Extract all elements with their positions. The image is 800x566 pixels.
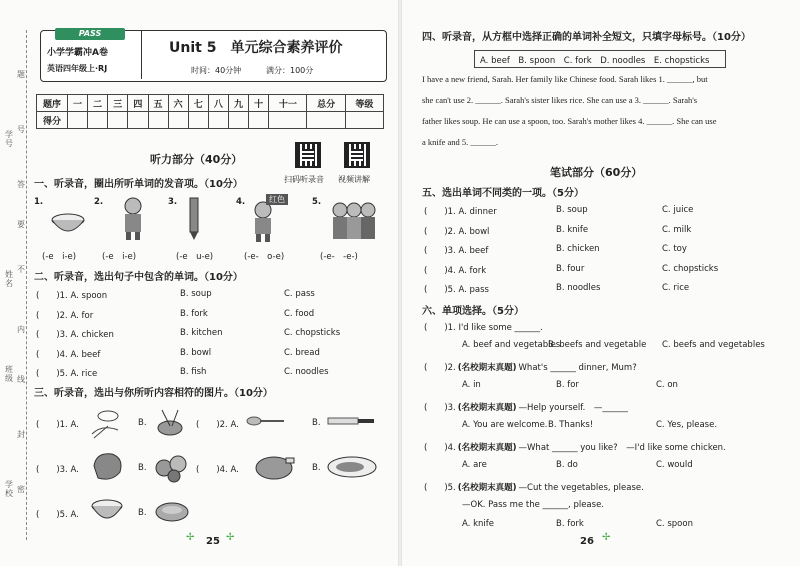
s2-option-b: B. soup	[180, 289, 212, 299]
binding-mark: 答	[17, 180, 25, 189]
page-number-right: 26	[580, 536, 594, 547]
spoon-icon	[246, 414, 286, 428]
score-table	[36, 94, 384, 129]
page-number-left: 25	[206, 536, 220, 547]
exam-title: Unit 5 单元综合素养评价	[169, 40, 343, 56]
binding-mark: 要	[17, 220, 25, 229]
s6-question-number: ( )5.	[424, 483, 456, 493]
section-5-title: 五、选出单词不同类的一项。（5分）	[422, 188, 584, 199]
s5-option-a: ( )2. A. bowl	[424, 226, 490, 237]
score-cell	[229, 112, 249, 129]
word-box-frame	[474, 50, 726, 68]
score-header: 等级	[345, 95, 383, 112]
s5-option-a: ( )3. A. beef	[424, 246, 489, 256]
brand-name: 小学学霸冲A卷	[47, 48, 108, 58]
s6-tag: (名校期末真题)	[457, 363, 517, 373]
section-2-title: 二、听录音，选出句子中包含的单词。（10分）	[34, 272, 243, 283]
s5-option-b: B. chicken	[556, 244, 600, 254]
s3-q1: ( )1. A.	[36, 420, 79, 430]
s3-q2: ( )2. A.	[196, 420, 239, 430]
s1-choices: (-e i-e)	[42, 252, 77, 262]
passage-line: father likes soup. He can use a spoon, too. Sarah's mother likes 4. ______. She can use	[422, 116, 717, 126]
score-cell	[148, 112, 168, 129]
s3-q5: ( )5. A.	[36, 510, 79, 520]
s5-option-b: B. four	[556, 263, 585, 274]
s6-option-a: A. are	[462, 460, 487, 470]
score-header: 五	[148, 95, 168, 112]
score-cell	[108, 112, 128, 129]
s6-question-number: ( )1. I'd like some ______.	[424, 323, 543, 333]
s3-q5-b: B.	[138, 508, 147, 518]
s6-question-number: ( )3.	[424, 403, 456, 413]
score-header: 一	[68, 95, 88, 112]
s6-question-number: ( )4.	[424, 443, 456, 453]
qr-label-video: 视频讲解	[338, 175, 370, 184]
s2-option-c: C. noodles	[284, 367, 329, 377]
binding-mark: 号	[17, 125, 25, 134]
s5-option-c: C. chopsticks	[662, 263, 719, 274]
section-3-title: 三、听录音，选出与你所听内容相符的图片。（10分）	[34, 388, 273, 399]
s1-choices: (-e u-e)	[176, 252, 214, 262]
score-header: 九	[229, 95, 249, 112]
color-sign: 红色	[266, 194, 288, 205]
s6-option-a: A. beef and vegetables	[462, 340, 561, 350]
s6-option-c: C. spoon	[656, 519, 693, 529]
s5-option-a: ( )4. A. fork	[424, 265, 487, 276]
s6-option-b: B. for	[556, 380, 579, 390]
s1-num: 4.	[236, 197, 246, 207]
score-header: 四	[128, 95, 148, 112]
score-cell	[188, 112, 208, 129]
binding-mark: 内	[17, 325, 25, 334]
score-cell	[68, 112, 88, 129]
s6-stem: —Help yourself. —______	[518, 403, 628, 413]
score-header: 十	[249, 95, 269, 112]
s2-option-a: ( )3. A. chicken	[36, 330, 114, 340]
score-header: 十一	[269, 95, 307, 112]
full-score: 满分：100分	[266, 66, 314, 75]
s5-option-a: ( )5. A. pass	[424, 285, 489, 295]
section-1-title: 一、听录音，圈出所听单词的发音项。（10分）	[34, 179, 243, 190]
s5-option-c: C. toy	[662, 244, 687, 254]
s2-option-b: B. fish	[180, 367, 207, 377]
score-cell	[88, 112, 108, 129]
score-cell: 得分	[37, 112, 68, 129]
s6-option-c: C. on	[656, 380, 678, 390]
binding-mark: 不	[17, 265, 25, 274]
series-box	[41, 31, 142, 79]
s6-question	[424, 481, 644, 493]
s6-question	[424, 441, 726, 453]
s5-option-b: B. soup	[556, 205, 588, 215]
s3-q1-b: B.	[138, 418, 147, 428]
s1-num: 5.	[312, 197, 322, 207]
s3-q4: ( )4. A.	[196, 465, 239, 475]
score-header: 三	[108, 95, 128, 112]
s6-question-number: ( )2.	[424, 363, 456, 373]
knife-icon	[326, 414, 376, 428]
score-cell	[307, 112, 345, 129]
s6-option-c: C. would	[656, 460, 693, 470]
s6-question	[424, 361, 637, 373]
qr-code-audio-icon[interactable]	[295, 142, 321, 168]
listening-section-title: 听力部分（40分）	[150, 153, 243, 166]
s2-option-a: ( )4. A. beef	[36, 349, 101, 360]
passage-line: a knife and 5. ______.	[422, 137, 499, 147]
s5-option-c: C. milk	[662, 224, 692, 235]
score-cell	[208, 112, 228, 129]
score-cell	[168, 112, 188, 129]
s1-choices: (-e- o-e)	[244, 252, 285, 262]
s6-tag: (名校期末真题)	[457, 403, 517, 413]
score-header: 总分	[307, 95, 345, 112]
binding-mark: 题	[17, 70, 25, 79]
s6-stem-line2: —OK. Pass me the ______, please.	[462, 500, 605, 510]
s1-choices: (-e- -e-)	[320, 252, 358, 262]
s2-option-c: C. bread	[284, 347, 320, 358]
hand-bowl-icon	[88, 404, 124, 440]
s2-option-b: B. fork	[180, 308, 208, 319]
s2-option-a: ( )2. A. for	[36, 310, 94, 321]
group-icon	[328, 200, 380, 246]
s6-question	[424, 321, 543, 333]
s3-q3-b: B.	[138, 463, 147, 473]
passage-line: she can't use 2. ______. Sarah's sister likes rice. She can use a 3. ______. Sarah's	[422, 95, 698, 105]
s6-stem: What's ______ dinner, Mum?	[518, 363, 637, 373]
time-limit: 时间：40分钟	[191, 66, 242, 75]
s5-option-c: C. rice	[662, 283, 690, 293]
s5-option-c: C. juice	[662, 205, 694, 215]
s2-option-b: B. kitchen	[180, 328, 223, 338]
right-page	[400, 0, 800, 566]
s1-num: 3.	[168, 197, 178, 207]
beef-icon	[90, 450, 126, 484]
pass-logo: PASS	[55, 28, 125, 40]
binding-label-name: 姓名	[5, 270, 13, 288]
s6-stem: —What ______ you like? —I'd like some chicken.	[518, 443, 726, 453]
score-cell	[128, 112, 148, 129]
s6-tag: (名校期末真题)	[457, 483, 517, 493]
binding-label-id: 学号	[5, 130, 13, 148]
s6-option-b: B. do	[556, 460, 578, 470]
section-4-title: 四、听录音，从方框中选择正确的单词补全短文，只填字母标号。（10分）	[422, 32, 751, 43]
sprout-icon: ✢	[226, 532, 235, 543]
qr-label-audio: 扫码听录音	[284, 175, 324, 184]
s1-choices: (-e i-e)	[102, 252, 137, 262]
s2-option-c: C. chopsticks	[284, 328, 341, 338]
rice-bowl-b-icon	[88, 496, 126, 526]
binding-mark: 线	[17, 375, 25, 384]
sprout-icon: ✢	[186, 532, 195, 543]
binding-label-class: 班级	[5, 365, 13, 383]
s6-option-b: B. beefs and vegetable	[548, 340, 647, 350]
s3-q4-b: B.	[312, 463, 321, 473]
passage-line: I have a new friend, Sarah. Her family like Chinese food. Sarah likes 1. ______, but	[422, 74, 708, 84]
word-box: A. beef B. spoon C. fork D. noodles E. chopsticks	[480, 56, 710, 66]
s6-question	[424, 401, 628, 413]
score-header: 二	[88, 95, 108, 112]
grade-label: 英语四年级上·RJ	[47, 64, 108, 73]
s6-option-c: C. beefs and vegetables	[662, 340, 765, 350]
score-header: 六	[168, 95, 188, 112]
score-header: 七	[188, 95, 208, 112]
exam-header	[40, 30, 387, 82]
s6-option-b: B. fork	[556, 519, 584, 529]
bread-icon	[152, 496, 192, 526]
s6-option-b: B. Thanks!	[548, 420, 594, 430]
sprout-icon: ✢	[602, 532, 611, 543]
s6-stem: —Cut the vegetables, please.	[518, 483, 644, 493]
s2-option-a: ( )1. A. spoon	[36, 291, 108, 301]
boy-sign-icon	[250, 198, 276, 246]
fish-plate-icon	[326, 454, 378, 480]
s5-option-b: B. knife	[556, 224, 589, 235]
vegetables-icon	[152, 450, 192, 484]
s5-option-b: B. noodles	[556, 283, 601, 293]
cut-line	[26, 30, 27, 540]
s2-option-c: C. pass	[284, 289, 315, 299]
roast-chicken-icon	[250, 452, 298, 482]
section-6-title: 六、单项选择。（5分）	[422, 306, 524, 317]
s3-q3: ( )3. A.	[36, 465, 79, 475]
s5-option-a: ( )1. A. dinner	[424, 207, 497, 217]
score-cell	[269, 112, 307, 129]
eating-bowl-icon	[152, 404, 188, 440]
s2-option-a: ( )5. A. rice	[36, 369, 98, 379]
s6-option-a: A. You are welcome.	[462, 420, 548, 430]
marker-icon	[188, 196, 200, 244]
s6-option-a: A. in	[462, 380, 481, 390]
score-cell	[345, 112, 383, 129]
s6-option-a: A. knife	[462, 519, 494, 529]
score-cell	[249, 112, 269, 129]
s6-option-c: C. Yes, please.	[656, 420, 718, 430]
s6-tag: (名校期末真题)	[457, 443, 517, 453]
qr-code-video-icon[interactable]	[344, 142, 370, 168]
s1-num: 2.	[94, 197, 104, 207]
binding-label-school: 学校	[5, 480, 13, 498]
binding-strip	[0, 30, 28, 550]
writing-section-title: 笔试部分（60分）	[550, 166, 643, 179]
s3-q2-b: B.	[312, 418, 321, 428]
binding-mark: 封	[17, 430, 25, 439]
s1-num: 1.	[34, 197, 44, 207]
binding-mark: 密	[17, 485, 25, 494]
boy-icon	[120, 196, 146, 244]
s2-option-c: C. food	[284, 308, 315, 319]
rice-bowl-icon	[48, 208, 88, 242]
s2-option-b: B. bowl	[180, 347, 212, 358]
score-header: 八	[208, 95, 228, 112]
score-header: 题序	[37, 95, 68, 112]
